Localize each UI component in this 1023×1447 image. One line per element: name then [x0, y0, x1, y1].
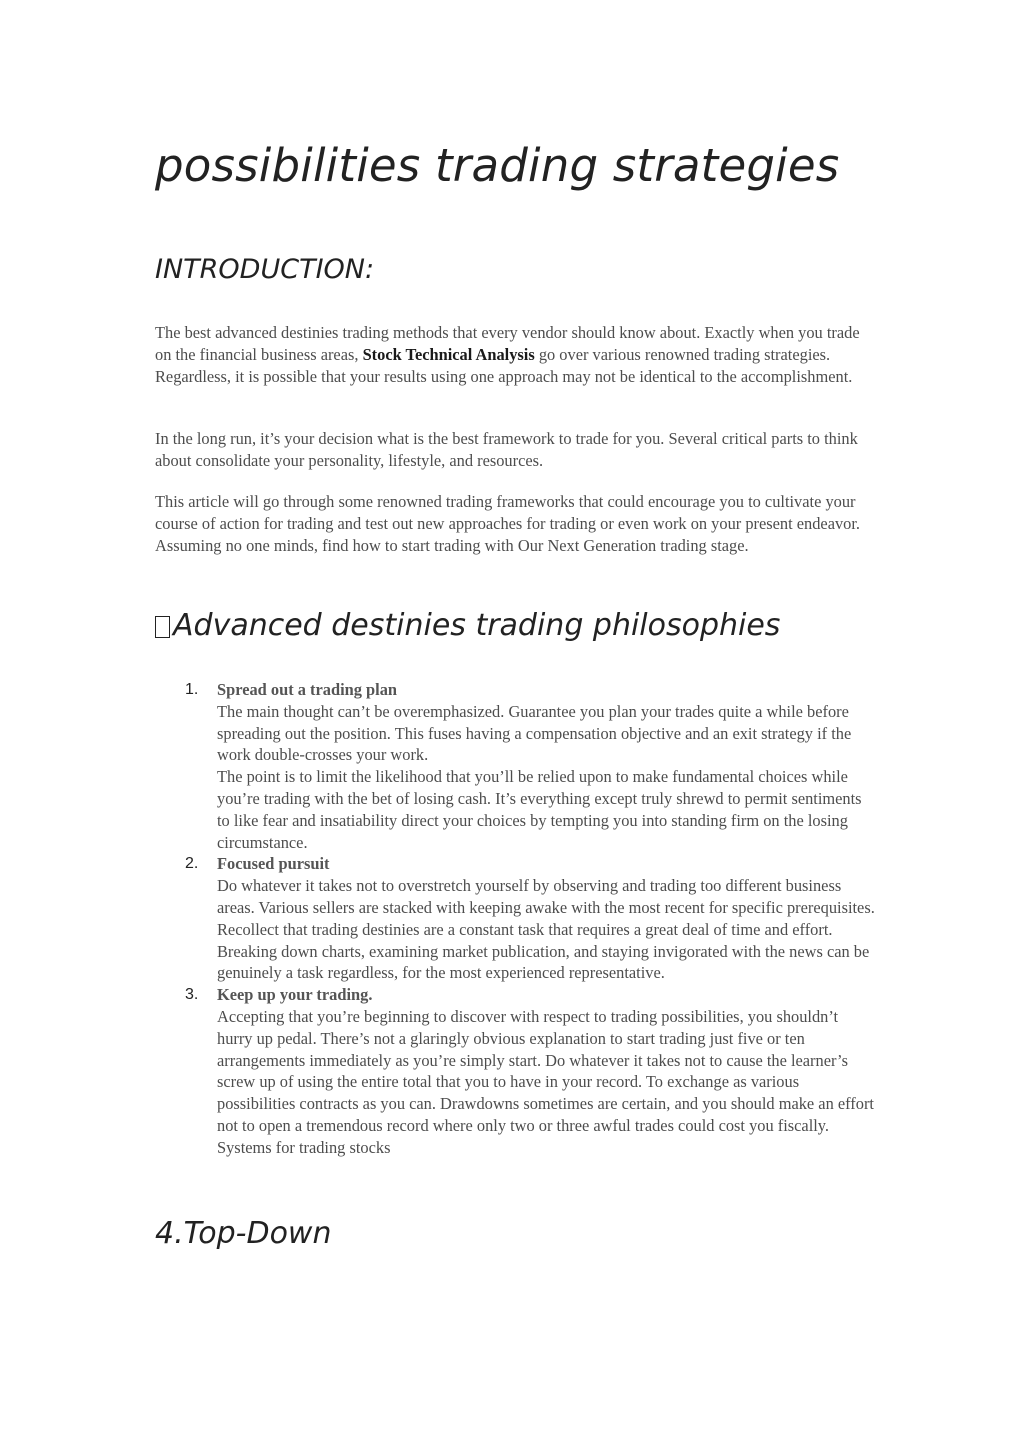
list-item-body: Do whatever it takes not to overstretch yourself by observing and trading too different business areas. Various sellers are stacked with keeping awake with the most recent for specific prerequisites. Recollect that trading destinies are a constant task that requires a great deal of time and effort. Breaking down charts, examining market publication, and staying invigorated with the news can be genuinely a task regardless, for the most experienced representative. — [217, 876, 875, 983]
intro-paragraph-2: In the long run, it’s your decision what is the best framework to trade for you. Several critical parts to think about consolidate your personality, lifestyle, and resources. — [155, 429, 858, 470]
strategies-list — [155, 679, 875, 1159]
top-down-heading: 4.Top-Down — [155, 1216, 332, 1251]
list-item-heading: Focused pursuit — [217, 854, 330, 874]
intro-paragraph-1-end: go over various renowned trading strategies. Regardless, it is possible that your results using one approach may not be identical to the accomplishment. — [155, 344, 853, 386]
list-item — [155, 679, 875, 853]
document-title: possibilities trading strategies — [155, 139, 840, 192]
intro-paragraph-1-start: The best advanced destinies trading methods that every vendor should know about. Exactly when you trade on the financial business areas, — [155, 323, 860, 364]
list-item-number: 1. — [185, 681, 199, 698]
list-item-number: 3. — [185, 986, 199, 1004]
intro-paragraph-3: This article will go through some renowned trading frameworks that could encourage you to cultivate your course of action for trading and test out new approaches for trading or even work on your present endeavor. Assuming no one minds, find how to start trading with Our Next Generation trading stage. — [155, 492, 861, 555]
list-item — [155, 853, 875, 984]
missing-glyph-icon — [155, 616, 170, 638]
list-item-body: The main thought can’t be overemphasized. Guarantee you plan your trades quite a while before spreading out the position. This fuses having a compensation objective and an exit strategy if the work double-crosses your work. — [217, 701, 852, 765]
list-item-heading: Keep up your trading. — [217, 985, 373, 1005]
list-item-heading: Spread out a trading plan — [217, 680, 398, 699]
list-item-number: 2. — [185, 855, 199, 873]
list-item — [155, 984, 875, 1158]
list-item-body: Accepting that you’re beginning to discover with respect to trading possibilities, you shouldn’t hurry up pedal. There’s not a glaringly obvious explanation to start trading just five or ten arrangements immediately as you’re simply start. Do whatever it takes not to cause the learner’s screw up of using the entire total that you to have in your record. To exchange as various possibilities contracts as you can. Drawdowns sometimes are certain, and you should make an effort not to open a tremendous record where only two or three awful trades could cost you fiscally. Systems for trading stocks — [217, 1006, 874, 1157]
section-heading — [155, 604, 780, 648]
list-item-body-continued: The point is to limit the likelihood that you’ll be relied upon to make fundamental choices while you’re trading with the bet of losing cash. It’s everything except truly shrewd to permit sentiments to like fear and insatiability direct your choices by tempting you into standing firm on the losing circumstance. — [217, 767, 862, 852]
intro-paragraph-1 — [155, 322, 860, 387]
introduction-heading: INTRODUCTION: — [155, 254, 375, 285]
section-heading-text: Advanced destinies trading philosophies — [173, 608, 781, 643]
stock-technical-analysis-link[interactable]: Stock Technical Analysis — [362, 344, 535, 364]
